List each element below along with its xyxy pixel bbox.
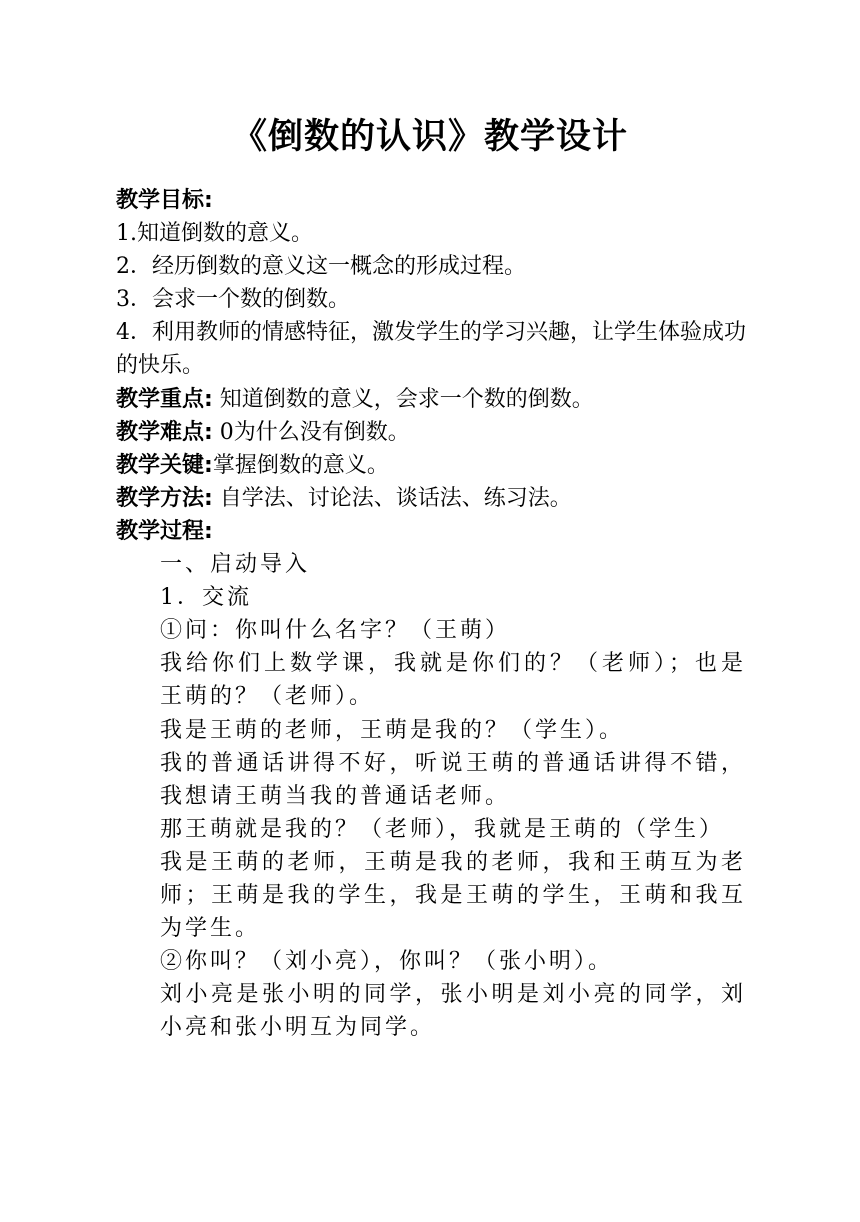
method-line — [116, 482, 746, 515]
key-point-line — [116, 383, 746, 416]
difficulty-text: 0为什么没有倒数。 — [212, 419, 410, 445]
process-paragraph: 我是王萌的老师，王萌是我的？（学生）。 — [160, 717, 625, 743]
key-point-text: 知道倒数的意义，会求一个数的倒数。 — [212, 386, 594, 412]
objective-item-1: 1.知道倒数的意义。 — [116, 221, 313, 247]
objective-item-3: 3．会求一个数的倒数。 — [116, 287, 350, 313]
process-heading: 教学过程: — [116, 518, 213, 544]
process-paragraph: 我的普通话讲得不好，听说王萌的普通话讲得不错，我想请王萌当我的普通话老师。 — [160, 750, 746, 809]
key-link-label: 教学关键: — [116, 452, 213, 478]
objective-item-2: 2．经历倒数的意义这一概念的形成过程。 — [116, 254, 526, 280]
process-section-1: 一、启动导入 — [160, 552, 311, 578]
objectives-heading: 教学目标: — [116, 188, 213, 213]
process-paragraph: 刘小亮是张小明的同学，张小明是刘小亮的同学，刘小亮和张小明互为同学。 — [160, 982, 746, 1041]
process-paragraph: ①问：你叫什么名字？（王萌） — [160, 618, 511, 644]
document-title: 《倒数的认识》教学设计 — [231, 117, 628, 157]
document-body — [116, 184, 746, 1044]
process-paragraph: 那王萌就是我的？（老师），我就是王萌的（学生） — [160, 816, 725, 842]
difficulty-line — [116, 416, 746, 449]
process-paragraph: 我给你们上数学课，我就是你们的？（老师）；也是王萌的？（老师）。 — [160, 651, 746, 710]
method-text: 自学法、讨论法、谈话法、练习法。 — [212, 485, 572, 511]
key-link-text: 掌握倒数的意义。 — [212, 452, 389, 478]
key-point-label: 教学重点: — [116, 386, 213, 412]
process-paragraph: ②你叫？（刘小亮），你叫？（张小明）。 — [160, 949, 614, 975]
process-subsection-1: 1．交流 — [160, 585, 252, 611]
difficulty-label: 教学难点: — [116, 419, 213, 445]
key-link-line — [116, 449, 746, 482]
objective-item-4: 4．利用教师的情感特征，激发学生的学习兴趣，让学生体验成功的快乐。 — [116, 320, 746, 379]
process-paragraph: 我是王萌的老师，王萌是我的老师，我和王萌互为老师；王萌是我的学生，我是王萌的学生，王萌和我互为学生。 — [160, 849, 746, 942]
method-label: 教学方法: — [116, 485, 213, 511]
